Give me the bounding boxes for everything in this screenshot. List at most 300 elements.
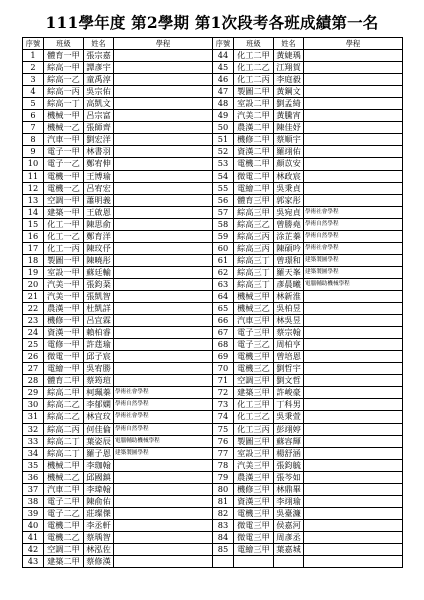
cell-program [304,531,403,543]
table-row [23,543,403,555]
table-row [23,339,403,351]
table-row [23,146,403,158]
cell-program [304,339,403,351]
cell-no: 43 [23,556,44,568]
cell-program [304,290,403,302]
cell-class: 建築二甲 [44,556,84,568]
header-name: 姓名 [84,38,114,50]
cell-program [304,110,403,122]
cell-class: 綜高三乙 [234,218,274,230]
cell-no: 14 [23,206,44,218]
table-row [23,411,403,423]
cell-no: 42 [23,543,44,555]
cell-class: 綜高二丁 [44,435,84,447]
cell-program [304,62,403,74]
cell-class: 機械二甲 [44,459,84,471]
cell-program [114,519,213,531]
cell-class: 製圖二甲 [234,86,274,98]
table-row [23,170,403,182]
cell-class: 電子二乙 [44,507,84,519]
table-row [23,74,403,86]
cell-program: 學術社會學程 [114,387,213,399]
cell-program [304,134,403,146]
cell-class: 機械一甲 [44,110,84,122]
cell-program [114,363,213,375]
cell-name: 江翔賀 [274,62,304,74]
table-row [23,556,403,568]
cell-class: 體育二甲 [44,375,84,387]
cell-name: 林鼎畢 [274,483,304,495]
cell-no: 56 [213,194,234,206]
cell-name: 彭翊婷 [274,423,304,435]
table-row [23,62,403,74]
cell-class: 電繪一甲 [44,363,84,375]
cell-program [304,556,403,568]
cell-class: 綜高二乙 [44,399,84,411]
cell-name: 楊舒涵 [274,447,304,459]
table-row [23,399,403,411]
cell-no: 70 [213,363,234,375]
table-row [23,206,403,218]
cell-no: 7 [23,122,44,134]
header-no: 序號 [23,38,44,50]
cell-class: 汽車三甲 [234,315,274,327]
table-row [23,290,403,302]
cell-no: 63 [213,278,234,290]
cell-no: 73 [213,399,234,411]
cell-no: 45 [213,62,234,74]
cell-class: 汽美二甲 [234,110,274,122]
cell-name: 蔡宗翰 [274,327,304,339]
cell-no: 36 [23,471,44,483]
cell-class: 化工二甲 [234,50,274,62]
cell-name: 莊璨傑 [84,507,114,519]
cell-name: 鄭宥伸 [84,158,114,170]
cell-no: 62 [213,266,234,278]
cell-name: 丁科男 [274,399,304,411]
cell-name: 張宗嘉 [84,50,114,62]
cell-program [114,315,213,327]
cell-program [114,182,213,194]
cell-program [304,483,403,495]
cell-no: 9 [23,146,44,158]
cell-name: 吳秉萱 [274,411,304,423]
cell-no: 41 [23,531,44,543]
cell-no: 8 [23,134,44,146]
cell-program [304,146,403,158]
cell-program [304,519,403,531]
cell-program [114,62,213,74]
cell-class: 綜高一丁 [44,98,84,110]
cell-program [114,556,213,568]
cell-name: 蘇廷輸 [84,266,114,278]
table-row [23,194,403,206]
cell-no: 80 [213,483,234,495]
cell-program: 建築製圖學程 [304,254,403,266]
cell-program [114,218,213,230]
roster-body [23,50,403,568]
table-row [23,254,403,266]
table-row [23,158,403,170]
cell-no: 82 [213,507,234,519]
roster-table [22,37,403,568]
cell-name: 涂芷蓁 [274,230,304,242]
cell-name: 林政宸 [274,170,304,182]
table-row [23,110,403,122]
cell-class: 機修一甲 [44,315,84,327]
cell-no: 27 [23,363,44,375]
cell-name: 吳柏昱 [274,303,304,315]
cell-class: 室設一甲 [44,266,84,278]
cell-no: 6 [23,110,44,122]
cell-program: 學術自然學程 [304,218,403,230]
cell-class: 電子一甲 [44,146,84,158]
cell-no: 3 [23,74,44,86]
table-row [23,218,403,230]
cell-program [304,411,403,423]
cell-class: 化工三甲 [234,399,274,411]
cell-no: 18 [23,254,44,266]
cell-name: 黃騰宵 [274,110,304,122]
table-row [23,182,403,194]
cell-program: 建築製圖學程 [304,266,403,278]
cell-program [304,98,403,110]
cell-no: 75 [213,423,234,435]
cell-class: 綜高三丁 [234,266,274,278]
cell-program [304,435,403,447]
cell-no: 72 [213,387,234,399]
cell-class: 建築一甲 [44,206,84,218]
cell-class: 微電三甲 [234,531,274,543]
cell-no: 17 [23,242,44,254]
cell-no: 76 [213,435,234,447]
cell-no: 15 [23,218,44,230]
cell-name: 呂宥宏 [84,182,114,194]
header-class: 班級 [44,38,84,50]
cell-class: 電繪二甲 [234,182,274,194]
cell-program [304,182,403,194]
cell-program: 學術自然學程 [114,399,213,411]
cell-no: 68 [213,339,234,351]
cell-class: 化工一丙 [44,242,84,254]
table-row [23,447,403,459]
header-program: 學程 [114,38,213,50]
cell-class: 電機一乙 [44,182,84,194]
cell-program [114,327,213,339]
table-row [23,423,403,435]
cell-program [304,351,403,363]
cell-name: 林新淮 [274,290,304,302]
cell-program: 電腦輔助機械學程 [114,435,213,447]
cell-class: 機修二甲 [234,134,274,146]
cell-name: 李翊瑜 [274,495,304,507]
cell-program [304,50,403,62]
table-row [23,315,403,327]
cell-program: 建築製圖學程 [114,447,213,459]
cell-name: 劉文哲 [274,375,304,387]
cell-program [114,471,213,483]
cell-no: 60 [213,242,234,254]
cell-no: 31 [23,411,44,423]
cell-no [213,556,234,568]
cell-class: 電機三乙 [234,363,274,375]
cell-name: 蔡筠瑄 [84,375,114,387]
cell-class: 化工一乙 [44,230,84,242]
cell-class: 建築三甲 [234,387,274,399]
cell-class: 電機三甲 [234,507,274,519]
cell-class: 汽車二甲 [44,483,84,495]
cell-no: 39 [23,507,44,519]
cell-no: 66 [213,315,234,327]
cell-name: 陳思俞 [84,218,114,230]
cell-no: 37 [23,483,44,495]
cell-no: 48 [213,98,234,110]
cell-name: 曾培恩 [274,351,304,363]
cell-no: 57 [213,206,234,218]
cell-name: 郭家彤 [274,194,304,206]
cell-class: 汽美三甲 [234,459,274,471]
cell-class: 空調三甲 [234,375,274,387]
cell-program [304,363,403,375]
cell-program: 電腦輔助機械學程 [304,278,403,290]
cell-name: 林書羽 [84,146,114,158]
cell-program [304,170,403,182]
cell-name: 曾勝堯 [274,218,304,230]
cell-no: 32 [23,423,44,435]
cell-class: 綜高二甲 [44,387,84,399]
cell-name: 呂宜霖 [84,315,114,327]
cell-name: 李郁嫻 [84,399,114,411]
table-row [23,375,403,387]
cell-no: 30 [23,399,44,411]
cell-no: 51 [213,134,234,146]
cell-program [114,483,213,495]
table-row [23,435,403,447]
cell-no: 11 [23,170,44,182]
cell-program [114,531,213,543]
cell-no: 61 [213,254,234,266]
cell-name: 劉孟綺 [274,98,304,110]
cell-class: 微電一甲 [44,351,84,363]
cell-name: 吳宗佑 [84,86,114,98]
cell-name: 柯珮蓁 [84,387,114,399]
cell-program [304,315,403,327]
table-row [23,351,403,363]
cell-program [114,507,213,519]
cell-program: 學術自然學程 [304,230,403,242]
cell-no: 44 [213,50,234,62]
header-row [23,38,403,50]
cell-no: 52 [213,146,234,158]
table-row [23,327,403,339]
cell-no: 25 [23,339,44,351]
cell-name: 葉姿辰 [84,435,114,447]
cell-class: 製圖一甲 [44,254,84,266]
cell-name: 王啟恩 [84,206,114,218]
cell-program [114,110,213,122]
cell-name: 羅子恩 [84,447,114,459]
cell-class: 資漢一甲 [44,327,84,339]
cell-name: 吳宥勝 [84,363,114,375]
cell-no: 29 [23,387,44,399]
cell-name: 邱子宸 [84,351,114,363]
cell-class: 綜高一乙 [44,74,84,86]
table-row [23,98,403,110]
cell-program: 學術自然學程 [114,423,213,435]
cell-class: 化工三丙 [234,423,274,435]
cell-name: 陳碩吟 [274,242,304,254]
table-row [23,50,403,62]
cell-program [114,339,213,351]
cell-program [114,242,213,254]
cell-name: 吳宛貞 [274,206,304,218]
cell-program [114,146,213,158]
cell-class: 綜高二丙 [44,423,84,435]
header-program: 學程 [304,38,403,50]
cell-name: 張鈞棻 [84,278,114,290]
cell-name: 張鈞毓 [274,459,304,471]
cell-no: 12 [23,182,44,194]
cell-program [114,206,213,218]
cell-no: 10 [23,158,44,170]
cell-class: 綜高一丙 [44,86,84,98]
cell-no: 20 [23,278,44,290]
cell-name: 吳秉貞 [274,182,304,194]
table-row [23,483,403,495]
cell-class: 空調二甲 [44,543,84,555]
header-class: 班級 [234,38,274,50]
cell-no: 50 [213,122,234,134]
cell-program [304,507,403,519]
cell-program [304,194,403,206]
cell-program [114,495,213,507]
cell-class: 體育一甲 [44,50,84,62]
cell-no: 35 [23,459,44,471]
cell-name: 周彥丞 [274,531,304,543]
cell-name: 王博瑜 [84,170,114,182]
table-row [23,507,403,519]
cell-no: 46 [213,74,234,86]
cell-no: 78 [213,459,234,471]
cell-program [114,158,213,170]
cell-name: 蔡順宇 [274,134,304,146]
cell-program [114,459,213,471]
cell-class: 綜高二丁 [44,447,84,459]
cell-no: 81 [213,495,234,507]
cell-program [304,543,403,555]
cell-program [304,423,403,435]
cell-class: 綜高三丙 [234,242,274,254]
cell-no: 5 [23,98,44,110]
cell-no: 22 [23,303,44,315]
cell-no: 55 [213,182,234,194]
cell-name: 侯嘉河 [274,519,304,531]
cell-class: 室設二甲 [234,98,274,110]
cell-no: 13 [23,194,44,206]
cell-name: 張芩如 [274,471,304,483]
cell-class: 電機一甲 [44,170,84,182]
cell-program [304,387,403,399]
cell-name: 賴柏睿 [84,327,114,339]
cell-program [114,230,213,242]
cell-name: 許峻豪 [274,387,304,399]
cell-class: 化工三乙 [234,411,274,423]
cell-name: 譚彥宇 [84,62,114,74]
header-no: 序號 [213,38,234,50]
cell-name: 曾璟和 [274,254,304,266]
cell-name: 周柏亨 [274,339,304,351]
cell-name: 林泓佐 [84,543,114,555]
cell-class: 汽車一甲 [44,134,84,146]
cell-program [304,86,403,98]
cell-program [304,471,403,483]
cell-no: 53 [213,158,234,170]
cell-no: 79 [213,471,234,483]
cell-name: 羅翊佑 [274,146,304,158]
cell-name: 李珈翰 [84,459,114,471]
cell-name: 杜凱詳 [84,303,114,315]
cell-program [304,303,403,315]
cell-class: 電機三甲 [234,351,274,363]
cell-no: 38 [23,495,44,507]
table-row [23,363,403,375]
cell-class: 綜高一甲 [44,62,84,74]
table-row [23,303,403,315]
table-row [23,266,403,278]
cell-program [304,375,403,387]
table-row [23,519,403,531]
cell-no: 21 [23,290,44,302]
cell-name: 吳臺濂 [274,507,304,519]
table-row [23,230,403,242]
cell-name: 李庭毅 [274,74,304,86]
cell-no: 26 [23,351,44,363]
cell-program [304,447,403,459]
cell-class: 電機二甲 [44,519,84,531]
cell-program [114,122,213,134]
cell-class: 汽美一甲 [44,278,84,290]
cell-program [114,86,213,98]
cell-program: 學術社會學程 [114,411,213,423]
cell-name: 童禹淳 [84,74,114,86]
cell-class: 體育三甲 [234,194,274,206]
cell-class: 電子二甲 [44,495,84,507]
cell-name: 陳俞佑 [84,495,114,507]
cell-class: 機械三甲 [234,290,274,302]
cell-no: 28 [23,375,44,387]
cell-name: 林吳昱 [274,315,304,327]
cell-program: 學術社會學程 [304,242,403,254]
cell-name: 顏苡安 [274,158,304,170]
cell-name: 蕭明義 [84,194,114,206]
cell-no: 4 [23,86,44,98]
table-row [23,531,403,543]
cell-no: 64 [213,290,234,302]
cell-class: 室設三甲 [234,447,274,459]
table-row [23,86,403,98]
page-title: 111學年度 第2學期 第1次段考各班成績第一名 [45,13,379,32]
cell-class: 綜高三丙 [234,230,274,242]
cell-program [304,459,403,471]
cell-program [114,194,213,206]
cell-program [304,122,403,134]
cell-class: 農漢一甲 [44,303,84,315]
cell-no: 83 [213,519,234,531]
cell-program [114,290,213,302]
cell-name: 李丞軒 [84,519,114,531]
cell-class: 電修一甲 [44,339,84,351]
cell-program [304,158,403,170]
